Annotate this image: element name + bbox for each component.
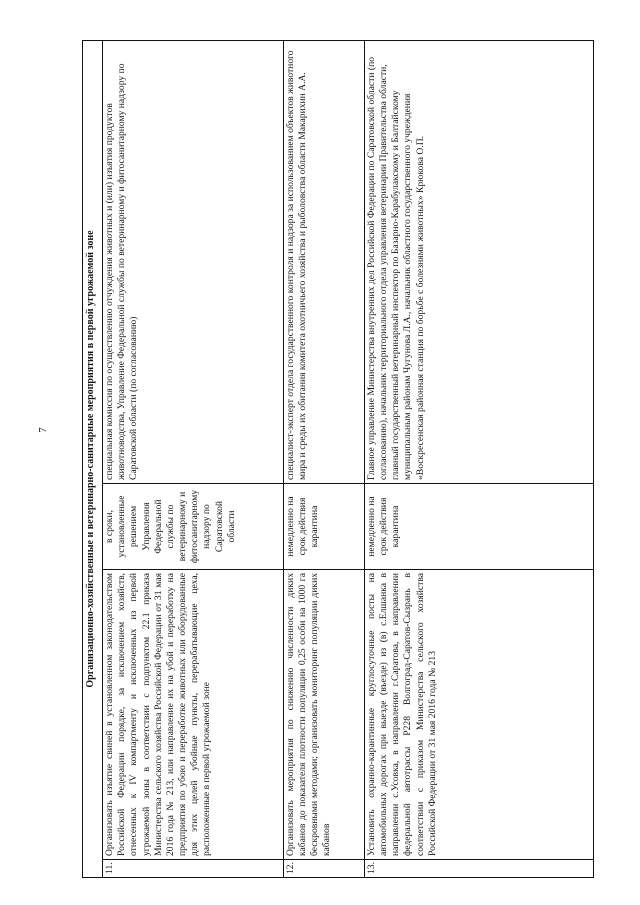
row-number: 12. (283, 860, 364, 878)
row-number: 13. (364, 860, 593, 878)
term-text: немедленно на срок действия карантина (283, 484, 364, 570)
section-header-row (83, 41, 103, 878)
row-number: 11. (103, 860, 284, 878)
measure-text: Организовать мероприятия по снижению численности диких кабанов до показателя плотности популяции 0,25 особи на 1000 га бескровными методами; организовать мониторинг популяции диких кабанов (283, 570, 364, 860)
term-text: немедленно на срок действия карантина (364, 484, 593, 570)
table-row (283, 41, 364, 878)
measure-text: Организовать изъятие свиней в установленном законодательством Российской Федерации порядке, за исключением хозяйств, отнесенных к IV компартменту и исключенных из первой угрожаемой зоны в соответствии с подпунктом 22.1 приказа Министерства сельского хозяйства Российской Федерации от 31 мая 2016 года № 213, или направление их на убой и переработку на предприятия по убою и переработке животных или оборудованные для этих целей убойные пункты, перерабатывающие цеха, расположенные в первой угрожаемой зоне (103, 570, 284, 860)
table-row (364, 41, 593, 878)
rotated-page-content (82, 40, 594, 878)
term-text: в сроки, установленные решением Управления Федеральной службы по ветеринарному и фитосанитарному надзору по Саратовской области (103, 484, 284, 570)
responsible-text: специальная комиссия по осуществлению отчуждения животных и (или) изъятия продуктов животноводства, Управление Федеральной службы по ветеринарному и фитосанитарному надзору по Саратовской области (по согласованию) (103, 41, 284, 484)
page-number: 7 (36, 427, 49, 433)
section-title: Организационно-хозяйственные и ветеринарно-санитарные мероприятия в первой угрожаемой зоне (83, 41, 103, 878)
responsible-text: Главное управление Министерства внутренних дел Российской Федерации по Саратовской области (по согласованию), начальник территориального отдела управления ветеринарии Правительства области, главный государственный ветеринарный инспектор по Базарно-Карабулакскому и Балтайскому муниципальным районам Чугунова Л.А., начальник областного государственного учреждения «Воскресенская районная станция по борьбе с болезнями животных» Крюкова О.П. (364, 41, 593, 484)
measure-text: Установить охранно-карантинные круглосуточные посты на автомобильных дорогах при выезде (въезде) из (в) с.Елшанка в направлении с.Усовка, в направлении г.Саратова, в направлении федеральной автотрассы Р228 Волгоград-Саратов-Сызрань в соответствии с приказом Министерства сельского хозяйства Российской Федерации от 31 мая 2016 года № 213 (364, 570, 593, 860)
measures-table (82, 40, 594, 878)
table-row (103, 41, 284, 878)
responsible-text: специалист-эксперт отдела государственного контроля и надзора за использованием объектов животного мира и среды их обитания комитета охотничьего хозяйства и рыболовства области Макарихин А.А. (283, 41, 364, 484)
